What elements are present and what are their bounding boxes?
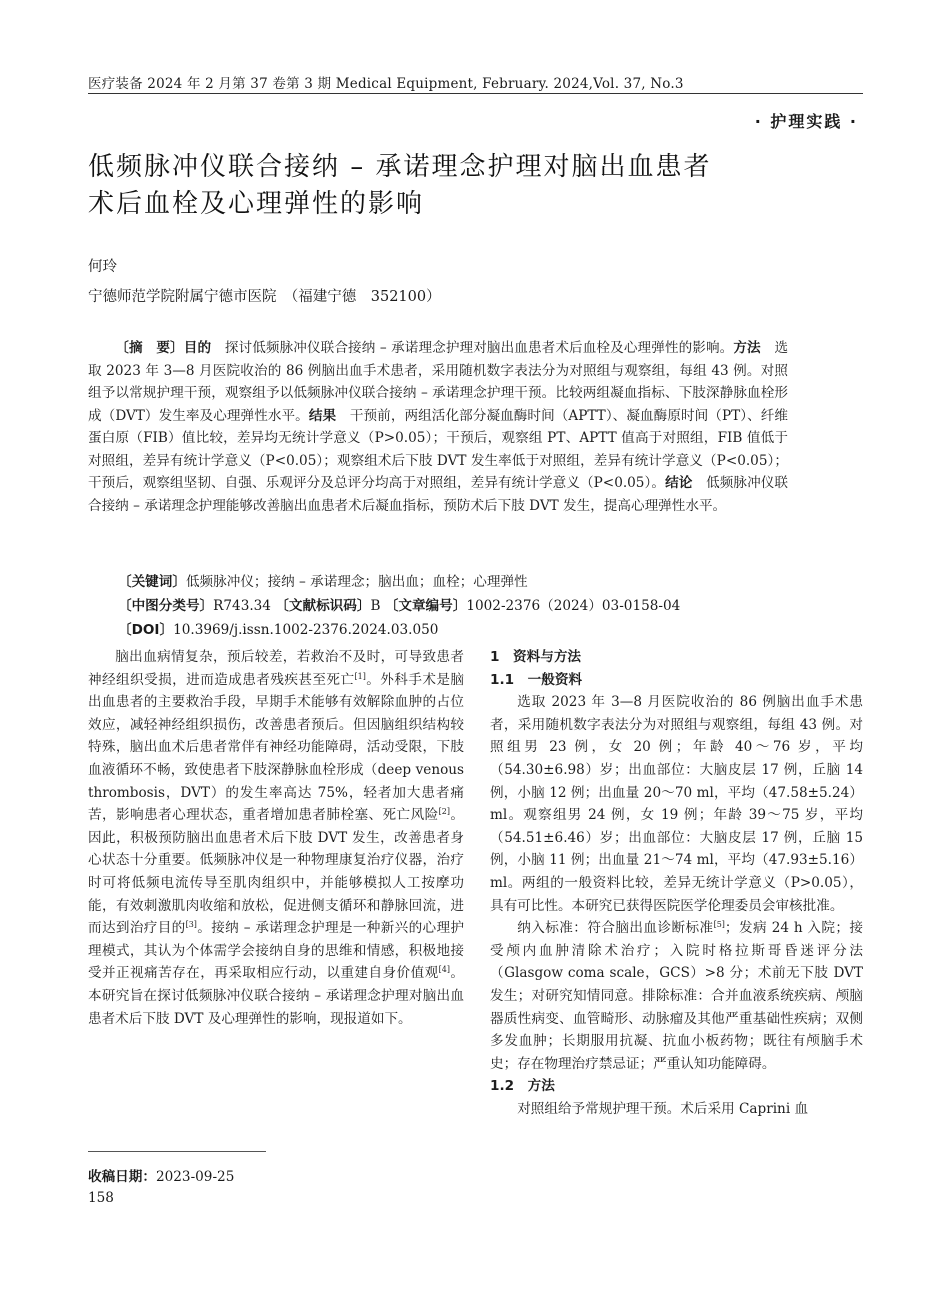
title-line-1: 低频脉冲仪联合接纳 – 承诺理念护理对脑出血患者 (88, 152, 712, 182)
abstract-label: 〔摘 要〕 (115, 340, 184, 356)
doc-code-label: 〔文献标识码〕 (275, 598, 371, 614)
general-data-paragraph: 选取 2023 年 3—8 月医院收治的 86 例脑出血手术患者，采用随机数字表法分为对照组与观察组，每组 43 例。对照组男 23 例，女 20 例；年龄 40～76 岁，平均（54.30±6.98）岁；出血部位：大脑皮层 17 例，丘脑 14 例，小脑 12 例；出血量 20～70 ml，平均（47.58±5.24）ml。观察组男 24 例，女 19 例；年龄 39～75 岁，平均（54.51±6.46）岁；出血部位：大脑皮层 17 例，丘脑 15 例，小脑 11 例；出血量 21～74 ml，平均（47.93±5.16）ml。两组的一般资料比较，差异无统计学意义（P>0.05），具有可比性。本研究已获得医院医学伦理委员会审核批准。 (490, 694, 863, 914)
subsection-heading-1-1-text: 1.1 一般资料 (490, 671, 583, 688)
conclusion-label: 结论 (665, 475, 693, 491)
methods-column (490, 646, 863, 1120)
classification (118, 594, 680, 614)
methods-text: 选取 2023 年 3—8 月医院收治的 86 例脑出血手术患者，采用随机数字表法分为对照组与观察组，每组 43 例。对照组予以常规护理干预，观察组予以低频脉冲仪联合接纳 – 承诺理念护理干预。比较两组凝血指标、下肢深静脉血栓形成（DVT）发生率及心理弹性水平。 (88, 340, 789, 424)
article-number-label: 〔文章编号〕 (384, 598, 467, 614)
header-divider (88, 93, 863, 94)
footnote-divider (88, 1151, 266, 1152)
intro-column (88, 646, 464, 1030)
keywords-value: 低频脉冲仪；接纳 – 承诺理念；脑出血；血栓；心理弹性 (185, 574, 528, 590)
clc-value: R743.34 (213, 598, 271, 614)
affiliation: 宁德师范学院附属宁德市医院 （福建宁德 352100） (88, 289, 441, 305)
article-number-value: 1002-2376（2024）03-0158-04 (466, 598, 681, 614)
author: 何玲 (88, 259, 117, 275)
doi-value: 10.3969/j.issn.1002-2376.2024.03.050 (173, 622, 439, 638)
intro-text-e: 。本研究旨在探讨低频脉冲仪联合接纳 – 承诺理念护理对脑出血患者术后下肢 DVT 及心理弹性的影响，现报道如下。 (88, 965, 465, 1027)
doi (118, 618, 438, 638)
abstract (88, 337, 788, 517)
doc-code-value: B (370, 598, 381, 614)
received-date (88, 1165, 234, 1185)
method-paragraph: 对照组给予常规护理干预。术后采用 Caprini 血 (517, 1100, 809, 1117)
section-tag: · 护理实践 · (754, 112, 858, 131)
journal-header: 医疗装备 2024 年 2 月第 37 卷第 3 期 Medical Equipment, February. 2024,Vol. 37, No.3 (88, 76, 684, 92)
objective-text: 探讨低频脉冲仪联合接纳 – 承诺理念护理对脑出血患者术后血栓及心理弹性的影响。 (211, 340, 734, 356)
doi-label: 〔DOI〕 (118, 622, 174, 638)
citation-4: [4] (438, 965, 450, 975)
subsection-heading-1-2-text: 1.2 方法 (490, 1078, 555, 1095)
citation-5: [5] (713, 920, 725, 930)
criteria-text-a: 纳入标准：符合脑出血诊断标准 (517, 920, 714, 937)
received-value: 2023-09-25 (155, 1169, 235, 1185)
intro-text-d: 。接纳 – 承诺理念护理是一种新兴的心理护理模式，其认为个体需学会接纳自身的思维和情感，积极地接受并正视痛苦存在，再采取相应行动，以重建自身价值观 (88, 920, 464, 982)
conclusion-text: 低频脉冲仪联合接纳 – 承诺理念护理能够改善脑出血患者术后凝血指标，预防术后下肢 DVT 发生，提高心理弹性水平。 (88, 475, 788, 514)
results-label: 结果 (308, 407, 337, 424)
criteria-text-b: ；发病 24 h 入院；接受颅内血肿清除术治疗；入院时格拉斯哥昏迷评分法（Glasgow coma scale，GCS）>8 分；术前无下肢 DVT 发生；对研究知情同意。排除标准：合并血液系统疾病、颅脑器质性病变、血管畸形、动脉瘤及其他严重基础性疾病；双侧多发血肿；长期服用抗凝、抗血小板药物；既往有颅脑手术史；存在物理治疗禁忌证；严重认知功能障碍。 (490, 920, 864, 1072)
citation-3: [3] (185, 920, 197, 930)
intro-paragraph (88, 646, 464, 1030)
article-title (88, 149, 848, 223)
criteria-paragraph (490, 917, 863, 1075)
title-line-2: 术后血栓及心理弹性的影响 (88, 189, 425, 219)
subsection-heading-1-1 (490, 669, 863, 692)
received-label: 收稿日期： (88, 1169, 156, 1185)
intro-text-b: 。外科手术是脑出血患者的主要救治手段，早期手术能够有效解除血肿的占位效应，减轻神经组织损伤，改善患者预后。但因脑组织结构较特殊，脑出血术后患者常伴有神经功能障碍，活动受限，下肢血液循环不畅，致使患者下肢深静脉血栓形成（deep venous thrombosis，DVT）的发生率高达 75%，轻者加大患者痛苦，影响患者心理状态，重者增加患者肺栓塞、死亡风险 (88, 671, 465, 824)
citation-1: [1] (354, 671, 366, 681)
clc-label: 〔中图分类号〕 (118, 598, 214, 614)
intro-text-a: 脑出血病情复杂，预后较差，若救治不及时，可导致患者神经组织受损，进而造成患者残疾甚至死亡 (88, 649, 464, 688)
keywords (118, 570, 528, 590)
citation-2: [2] (438, 807, 450, 817)
page-number: 158 (88, 1190, 114, 1206)
keywords-label: 〔关键词〕 (118, 574, 186, 590)
methods-label: 方法 (733, 340, 761, 356)
intro-text-c: 。因此，积极预防脑出血患者术后下肢 DVT 发生，改善患者身心状态十分重要。低频脉冲仪是一种物理康复治疗仪器，治疗时可将低频电流传导至肌肉组织中，并能够模拟人工按摩功能，有效刺激肌肉收缩和放松，促进侧支循环和静脉回流，进而达到治疗目的 (88, 807, 465, 937)
objective-label: 目的 (183, 340, 212, 356)
section-heading-1: 1 资料与方法 (490, 649, 582, 665)
results-text: 干预前，两组活化部分凝血酶时间（APTT）、凝血酶原时间（PT）、纤维蛋白原（FIB）值比较，差异均无统计学意义（P>0.05）；干预后，观察组 PT、APTT 值高于对照组，FIB 值低于对照组，差异有统计学意义（P<0.05）；观察组术后下肢 DVT 发生率低于对照组，差异有统计学意义（P<0.05）；干预后，观察组坚韧、自强、乐观评分及总评分均高于对照组，差异有统计学意义（P<0.05）。 (88, 407, 789, 491)
subsection-heading-1-2 (490, 1075, 863, 1098)
